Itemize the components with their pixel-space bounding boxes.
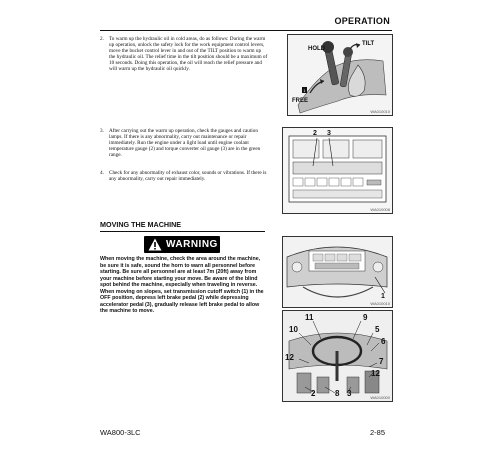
header-title: OPERATION bbox=[334, 16, 390, 26]
step-text: To warm up the hydraulic oil in cold areas, do as follows: During the warm up operation, unlock the safety lock for the work equipment control levers, move the bucket control lever in and out of the TILT position to warm up the hydraulic oil. The relief time in the tilt position should be a maximum of 10 seconds. Doing this operation, the oil will reach the relief pressure and will warm up the hydraulic oil quickly. bbox=[109, 36, 268, 73]
control-lever-figure bbox=[287, 34, 393, 116]
warning-triangle-icon bbox=[148, 238, 162, 251]
free-label: FREE bbox=[292, 98, 309, 104]
footer-page-number: 2-85 bbox=[370, 428, 386, 437]
hold-label: HOLD bbox=[308, 46, 325, 52]
step-text: Check for any abnormality of exhaust color, sounds or vibrations. If there is any abnormality, carry out repair immediately. bbox=[109, 170, 267, 183]
callout-2: 2 bbox=[313, 130, 317, 137]
callout-5: 5 bbox=[375, 325, 380, 334]
callout-12-right: 12 bbox=[371, 369, 380, 378]
tilt-label: TILT bbox=[362, 41, 375, 47]
callout-9: 9 bbox=[363, 313, 368, 322]
callout-1: 1 bbox=[381, 293, 385, 300]
callout-3: 3 bbox=[347, 389, 352, 398]
step-number: 2. bbox=[100, 36, 104, 42]
gauge-panel-illustration bbox=[283, 128, 392, 213]
warning-label: WARNING bbox=[166, 238, 218, 250]
footer-model: WA800-3LC bbox=[100, 428, 141, 437]
callout-8: 8 bbox=[335, 389, 340, 398]
step-4 bbox=[100, 170, 268, 182]
callout-7: 7 bbox=[379, 357, 384, 366]
figure-code: WA010010 bbox=[370, 301, 390, 306]
step-number: 4. bbox=[100, 170, 104, 176]
cab-controls-figure bbox=[282, 310, 393, 402]
warning-banner bbox=[144, 236, 220, 253]
svg-text:1: 1 bbox=[303, 88, 306, 93]
figure-code: WA010010 bbox=[370, 109, 390, 114]
instrument-cluster-figure bbox=[282, 236, 393, 308]
callout-12-left: 12 bbox=[285, 353, 294, 362]
figure-code: WA010000 bbox=[370, 395, 390, 400]
page-header bbox=[100, 14, 392, 31]
warning-text: When moving the machine, check the area around the machine, be sure it is safe, sound the horn to warn all personnel before starting. Be sure all personnel are at least 7m (20ft) away from your machine before starting your move. Be aware of the blind spot behind the machine, especially when traveling in reverse. When moving on slopes, set transmission cutoff switch (1) in the OFF position, depress left brake pedal (2) while depressing accelerator pedal (3), gradually release left brake pedal to allow the machine to move. bbox=[100, 256, 264, 314]
instrument-cluster-illustration bbox=[283, 237, 392, 307]
callout-6: 6 bbox=[381, 337, 386, 346]
callout-2: 2 bbox=[311, 389, 316, 398]
step-text: After carrying out the warm up operation, check the gauges and caution lamps. If there is any abnormality, carry out maintenance or repair immediately. Run the engine under a light load until engine coolant temperature gauge (2) and torque converter oil gauge (3) are in the green range. bbox=[109, 128, 261, 159]
step-number: 3. bbox=[100, 128, 104, 134]
section-title: MOVING THE MACHINE bbox=[100, 220, 182, 229]
callout-11: 11 bbox=[305, 313, 314, 322]
step-3 bbox=[100, 128, 268, 158]
figure-code: WA010008 bbox=[370, 207, 390, 212]
callout-10: 10 bbox=[289, 325, 298, 334]
gauge-panel-figure bbox=[282, 127, 393, 214]
step-2 bbox=[100, 36, 268, 73]
section-divider bbox=[100, 231, 265, 232]
callout-3: 3 bbox=[327, 130, 331, 137]
